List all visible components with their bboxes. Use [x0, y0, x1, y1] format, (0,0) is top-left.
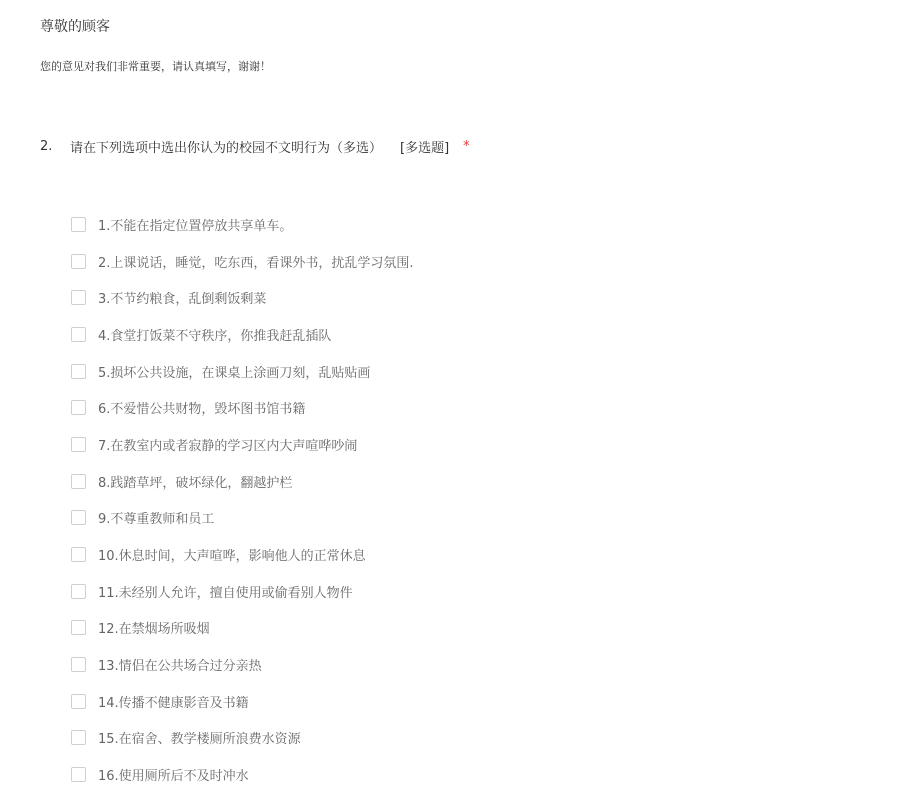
option-item[interactable] [71, 610, 414, 647]
options-list [71, 206, 414, 793]
option-item[interactable] [71, 206, 414, 243]
option-checkbox[interactable] [71, 400, 86, 415]
option-label: 5.损坏公共设施，在课桌上涂画刀刻，乱贴贴画 [98, 365, 371, 381]
question-number: 2. [40, 139, 53, 154]
option-checkbox[interactable] [71, 767, 86, 782]
option-label: 9.不尊重教师和员工 [98, 512, 215, 528]
option-label: 4.食堂打饭菜不守秩序，你推我赶乱插队 [98, 328, 332, 344]
option-item[interactable] [71, 646, 414, 683]
option-label: 13.情侣在公共场合过分亲热 [98, 659, 262, 675]
option-label: 16.使用厕所后不及时冲水 [98, 769, 249, 785]
option-checkbox[interactable] [71, 437, 86, 452]
option-item[interactable] [71, 573, 414, 610]
option-item[interactable] [71, 463, 414, 500]
option-item[interactable] [71, 279, 414, 316]
option-item[interactable] [71, 683, 414, 720]
option-checkbox[interactable] [71, 657, 86, 672]
option-checkbox[interactable] [71, 254, 86, 269]
option-label: 12.在禁烟场所吸烟 [98, 622, 210, 638]
option-checkbox[interactable] [71, 694, 86, 709]
option-label: 8.践踏草坪，破坏绿化，翻越护栏 [98, 475, 293, 491]
question-text: 请在下列选项中选出你认为的校园不文明行为（多选） [70, 141, 383, 156]
option-item[interactable] [71, 536, 414, 573]
required-mark: * [463, 139, 470, 154]
option-checkbox[interactable] [71, 730, 86, 745]
option-checkbox[interactable] [71, 290, 86, 305]
option-checkbox[interactable] [71, 364, 86, 379]
option-item[interactable] [71, 389, 414, 426]
question-type-label: [多选题] [400, 141, 450, 156]
option-item[interactable] [71, 426, 414, 463]
option-checkbox[interactable] [71, 510, 86, 525]
option-label: 3.不节约粮食，乱倒剩饭剩菜 [98, 292, 267, 308]
option-label: 7.在教室内或者寂静的学习区内大声喧哗吵闹 [98, 438, 358, 454]
option-checkbox[interactable] [71, 620, 86, 635]
option-item[interactable] [71, 316, 414, 353]
page-subtitle: 您的意见对我们非常重要，请认真填写，谢谢！ [40, 60, 271, 73]
option-label: 2.上课说话，睡觉，吃东西，看课外书，扰乱学习氛围. [98, 255, 414, 271]
option-label: 6.不爱惜公共财物，毁坏图书馆书籍 [98, 402, 306, 418]
option-label: 11.未经别人允许，擅自使用或偷看别人物件 [98, 585, 353, 601]
option-label: 10.休息时间，大声喧哗，影响他人的正常休息 [98, 549, 366, 565]
option-checkbox[interactable] [71, 327, 86, 342]
question-heading [40, 137, 470, 156]
option-checkbox[interactable] [71, 584, 86, 599]
option-checkbox[interactable] [71, 474, 86, 489]
option-checkbox[interactable] [71, 217, 86, 232]
page-greeting: 尊敬的顾客 [40, 19, 110, 35]
option-item[interactable] [71, 720, 414, 757]
option-item[interactable] [71, 243, 414, 280]
option-label: 15.在宿舍、教学楼厕所浪费水资源 [98, 732, 301, 748]
option-label: 1.不能在指定位置停放共享单车。 [98, 218, 293, 234]
option-item[interactable] [71, 756, 414, 793]
option-item[interactable] [71, 500, 414, 537]
option-item[interactable] [71, 353, 414, 390]
option-checkbox[interactable] [71, 547, 86, 562]
option-label: 14.传播不健康影音及书籍 [98, 695, 249, 711]
